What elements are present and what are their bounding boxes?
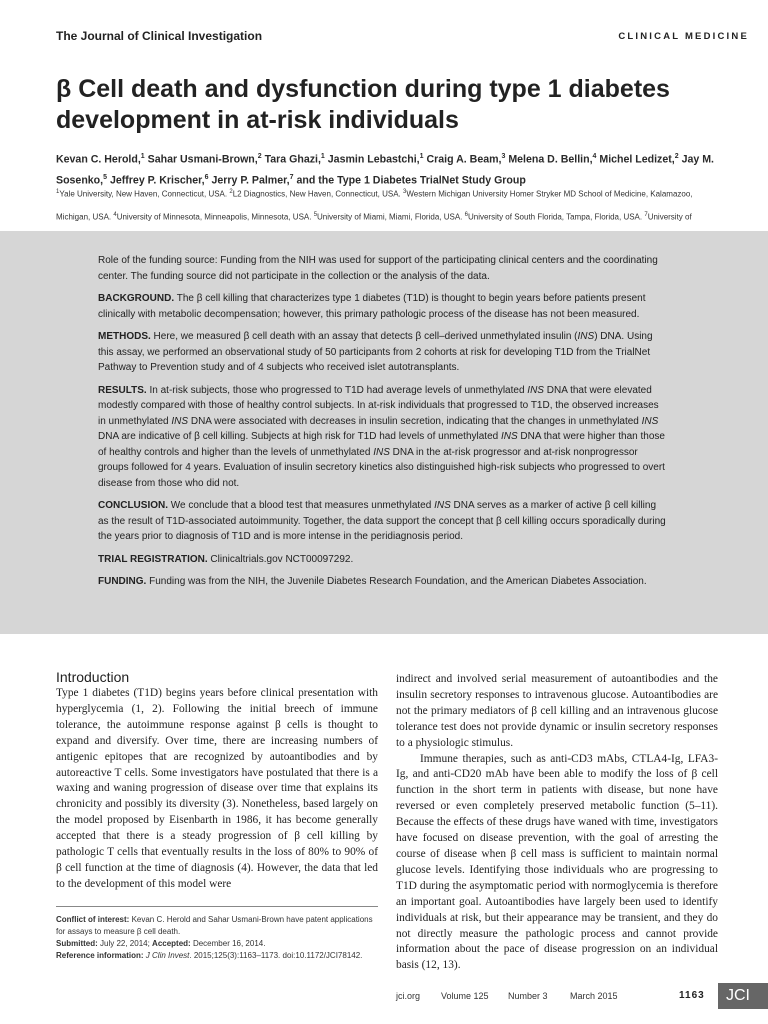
background-label: BACKGROUND.: [98, 293, 175, 304]
reference-label: Reference information:: [56, 951, 144, 960]
gene-ins: INS: [171, 415, 189, 427]
gene-ins: INS: [577, 331, 595, 342]
methods-text: ) DNA. Using this assay, we performed an observational study of 50 participants from 2 cohorts at risk for developing T1D from the TrialNet Pathway to Prevention study and of 4 subjects who received islet autotransplants.: [98, 331, 653, 373]
author-affiliation-mark: 3: [501, 153, 506, 160]
gene-ins: INS: [373, 446, 390, 458]
affiliation: Yale University, New Haven, Connecticut, USA.: [59, 189, 230, 199]
affiliation-mark: 4: [113, 211, 117, 218]
article-title: β Cell death and dysfunction during type 1 diabetes development in at-risk individuals: [56, 75, 670, 134]
gene-ins: INS: [500, 431, 518, 442]
results-text: DNA in the at-risk progressor and at-risk nonprogressor groups followed for 4 years. Evaluation of insulin secretory kinetics also distinguished high-risk subjects who progressed to overt disease from those who did not.: [98, 446, 665, 489]
gene-ins: INS: [434, 500, 451, 511]
journal-name: The Journal of Clinical Investigation: [56, 29, 263, 43]
conclusion-label: CONCLUSION.: [98, 500, 168, 511]
abstract-conclusion: [98, 498, 668, 545]
author-affiliation-mark: 7: [289, 173, 294, 181]
funding-text: Funding was from the NIH, the Juvenile Diabetes Research Foundation, and the American Diabetes Association.: [146, 576, 647, 587]
jci-logo: JCI: [718, 983, 768, 1009]
affiliation-mark: 6: [464, 211, 468, 218]
submitted-date: July 22, 2014;: [97, 939, 153, 948]
gene-ins: INS: [527, 384, 544, 396]
author-affiliation-mark: 2: [257, 153, 262, 160]
affiliation-mark: 3: [403, 189, 407, 195]
submitted-label: Submitted:: [56, 939, 98, 948]
methods-text: Here, we measured β cell death with an assay that detects β cell–derived unmethylated insulin (: [150, 331, 578, 342]
author-affiliation-mark: 5: [103, 173, 108, 181]
author-name: Kevan C. Herold,: [56, 153, 141, 166]
affiliation-mark: 1: [56, 189, 60, 195]
abstract: [98, 253, 668, 597]
author-affiliation-mark: 2: [674, 153, 679, 160]
author-affiliation-mark: 4: [592, 153, 597, 160]
abstract-funding: [98, 574, 668, 590]
reference-journal: J Clin Invest: [143, 951, 190, 960]
conflict-of-interest: [56, 914, 378, 938]
reference-text: . 2015;125(3):1163–1173. doi:10.1172/JCI78142.: [189, 951, 363, 960]
affiliation: University of: [647, 212, 692, 222]
author-name: Craig A. Beam,: [426, 153, 502, 166]
intro-paragraph-continued: indirect and involved serial measurement of autoantibodies and the insulin secretory responses to intravenous glucose. Autoantibodies are not the primary mediators of β cell killing and an intravenous glucose tolerance test does not provide dynamic or insulin secretory responses to a physiologic stimulus.: [396, 673, 718, 749]
coi-text: Kevan C. Herold and Sahar Usmani-Brown have patent applications for assays to measure β cell death.: [56, 915, 373, 936]
author-name: and the Type 1 Diabetes TrialNet Study Group: [296, 174, 526, 187]
intro-paragraph: Type 1 diabetes (T1D) begins years before clinical presentation with hyperglycemia (1, 2). Following the initial breech of immune tolerance, the autoimmune response against β cells is thought to expand and diversify. Over time, there are increasing numbers of antigenic epitopes that are recognized by autoantibodies and by autoreactive T cells. Some investigators have postulated that there is a waxing and waning progression of disease over time that explains its chronicity and possibly its diversity (3). Nonetheless, based largely on the model proposed by Eisenbarth in 1986, it has become generally accepted that there is a steady progression of β cell killing by pathologic T cells that eventually results in the loss of 80% to 90% of β cell function at the time of diagnosis (4). However, the data that led to the development of this model were: [56, 687, 378, 890]
footer-volume: Volume 125: [441, 991, 489, 1001]
author-name: Jasmin Lebastchi,: [327, 153, 420, 166]
page-number: 1163: [679, 990, 705, 1001]
abstract-trial: [98, 552, 668, 568]
affiliation: Western Michigan University Homer Stryker MD School of Medicine, Kalamazoo, Michigan, USA.: [56, 189, 693, 222]
conclusion-text: We conclude that a blood test that measures unmethylated: [168, 500, 435, 511]
affiliation-mark: 7: [644, 211, 648, 218]
abstract-results: [98, 383, 668, 492]
results-text: DNA that were higher than those of healthy controls and higher than the levels of unmethylated: [98, 431, 665, 458]
section-label: CLINICAL MEDICINE: [618, 31, 749, 42]
results-label: RESULTS.: [98, 384, 147, 396]
results-text: DNA that were elevated modestly compared with those of healthy control subjects. In at-risk individuals that progressed to T1D, the observed increases in unmethylated: [98, 384, 659, 427]
author-name: Michel Ledizet,: [599, 153, 675, 166]
affiliation: University of Miami, Miami, Florida, USA.: [317, 212, 465, 222]
footer-number: Number 3: [508, 991, 548, 1001]
affiliation-mark: 5: [313, 211, 318, 218]
right-column: [396, 672, 718, 974]
accepted-date: December 16, 2014.: [190, 939, 266, 948]
affiliation: University of Minnesota, Minneapolis, Minnesota, USA.: [116, 212, 314, 222]
author-name: Sahar Usmani-Brown,: [147, 153, 258, 166]
affiliation-mark: 2: [229, 189, 233, 195]
results-text: DNA are indicative of β cell killing. Subjects at high risk for T1D had levels of unmethylated: [98, 431, 501, 442]
results-text: In at-risk subjects, those who progressed to T1D had average levels of unmethylated: [146, 384, 528, 396]
trial-text: Clinicaltrials.gov NCT00097292.: [207, 553, 354, 565]
methods-label: METHODS.: [98, 331, 151, 342]
author-name: Jeffrey P. Krischer,: [109, 174, 205, 187]
author-name: Jerry P. Palmer,: [211, 174, 290, 187]
footer-site: jci.org: [396, 991, 421, 1001]
author-name: Melena D. Bellin,: [508, 153, 593, 166]
footnote-divider: [56, 906, 378, 907]
abstract-funding-role: Role of the funding source: Funding from the NIH was used for support of the participating clinical centers and the coordinating center. The funding source did not participate in the collection or the analysis of the data.: [98, 255, 658, 282]
author-affiliation-mark: 1: [419, 153, 424, 160]
background-text: The β cell killing that characterizes type 1 diabetes (T1D) is thought to begin years before patients present clinically with metabolic decompensation; however, this primary pathologic process of the disease has not been measured.: [98, 293, 646, 320]
author-name: Tara Ghazi,: [264, 153, 321, 166]
coi-label: Conflict of interest:: [56, 915, 130, 924]
results-text: DNA were associated with decreases in insulin secretion, indicating that the changes in unmethylated: [188, 415, 642, 427]
footer-date: March 2015: [570, 991, 618, 1001]
affiliation: University of South Florida, Tampa, Florida, USA.: [467, 212, 645, 222]
author-affiliation-mark: 1: [140, 153, 145, 160]
author-name: Jay M. Sosenko,: [56, 153, 714, 187]
affiliation: L2 Diagnostics, New Haven, Connecticut, USA.: [232, 189, 403, 199]
footnotes: [56, 914, 378, 962]
accepted-label: Accepted:: [152, 939, 191, 948]
intro-paragraph: Immune therapies, such as anti-CD3 mAbs, CTLA4-Ig, LFA3-Ig, and anti-CD20 mAb have been able to modify the loss of β cell function in the short term in patients with disease, but none have reversed or even completely preserved metabolic function (5–11). Because the effects of these drugs have waned with time, investigators have focused on disease prevention, with the goal of arresting the course of disease when β cell mass is sufficient to maintain normal glucose levels. Identifying those individuals who are progressing to T1D during the asymptomatic period with normoglycemia is therefore an important goal. Autoantibodies have largely been used to identify individuals at risk, but their appearance may be transient, and they do not directly measure the pathologic process and cannot provide information about the pace of disease progression on an individual basis (12, 13).: [396, 752, 718, 972]
author-affiliation-mark: 1: [320, 153, 325, 160]
gene-ins: INS: [641, 415, 659, 427]
submission-dates: [56, 938, 378, 950]
abstract-methods: [98, 329, 668, 376]
left-column: [56, 669, 378, 893]
author-affiliation-mark: 6: [204, 173, 209, 181]
trial-label: TRIAL REGISTRATION.: [98, 553, 208, 565]
abstract-background: [98, 291, 668, 322]
reference-information: [56, 950, 378, 962]
funding-label: FUNDING.: [98, 576, 147, 587]
conclusion-text: DNA serves as a marker of active β cell killing as the result of T1D-associated autoimmunity. Together, the data support the concept that β cell killing occurs sporadically during the years prior to diagnosis of T1D and is more intense in the peridiagnosis period.: [98, 500, 666, 542]
section-heading-introduction: Introduction: [56, 669, 130, 685]
